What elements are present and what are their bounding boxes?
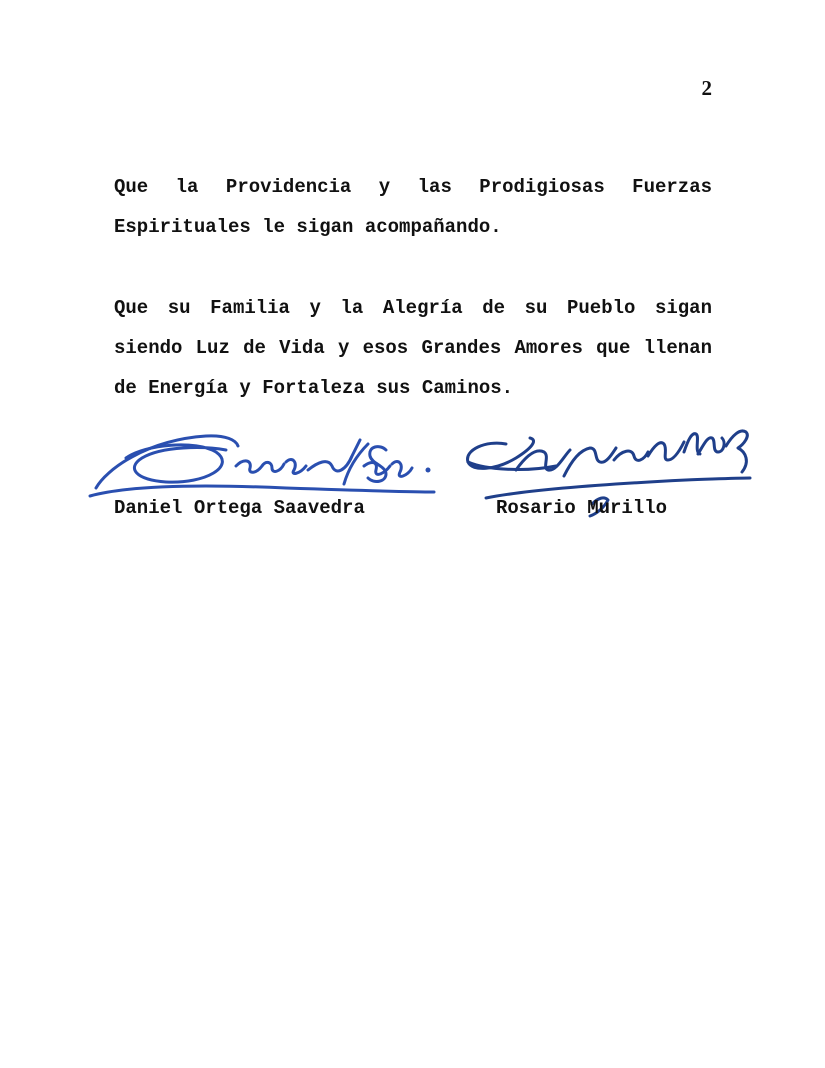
signer-name-right: Rosario Murillo bbox=[496, 497, 668, 519]
paragraph-family: Que su Familia y la Alegría de su Pueblo sigan siendo Luz de Vida y esos Grandes Amores que llenan de Energía y Fortaleza sus Caminos. bbox=[114, 297, 712, 399]
paragraph-blessing: Que la Providencia y las Prodigiosas Fuerzas Espirituales le sigan acompañando. bbox=[114, 176, 712, 238]
signer-name-left: Daniel Ortega Saavedra bbox=[114, 497, 365, 519]
signature-left-image bbox=[90, 436, 434, 496]
page-number: 2 bbox=[701, 76, 712, 100]
signature-block bbox=[86, 400, 756, 530]
